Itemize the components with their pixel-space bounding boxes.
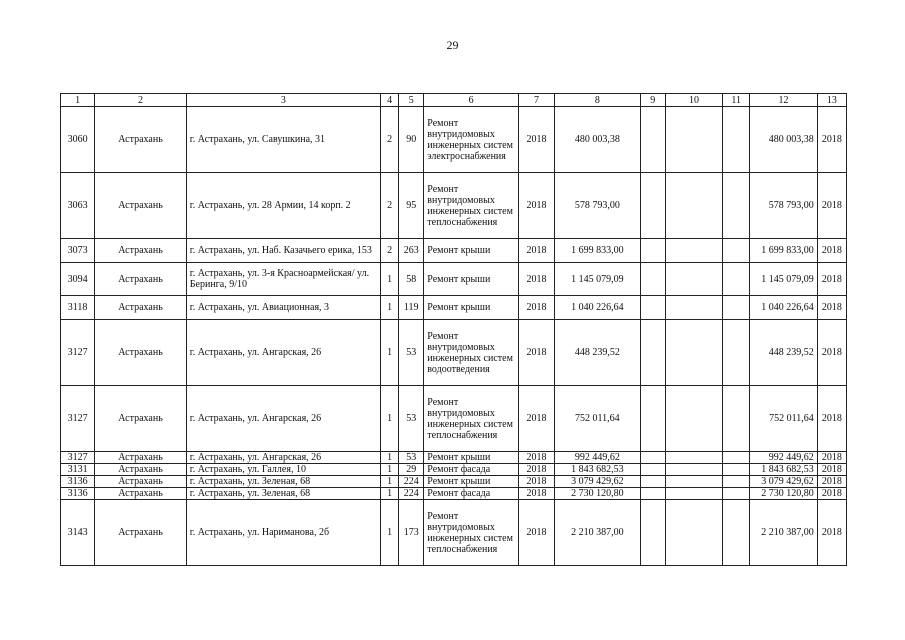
cost-cell: 1 040 226,64 [555,296,641,320]
column-9-cell [640,500,665,566]
total-cell: 752 011,64 [750,386,817,452]
column-11-cell [723,107,750,173]
year-cell: 2018 [518,488,554,500]
column-5-cell: 58 [399,263,424,296]
address-cell: г. Астрахань, ул. Ангарская, 26 [186,452,380,464]
record-id-cell: 3136 [61,488,95,500]
end-year-cell: 2018 [817,464,846,476]
city-cell: Астрахань [95,476,187,488]
address-cell: г. Астрахань, ул. 28 Армии, 14 корп. 2 [186,173,380,239]
work-type-cell: Ремонт внутридомовых инженерных систем теплоснабжения [424,386,519,452]
work-type-cell: Ремонт крыши [424,452,519,464]
cost-cell: 1 843 682,53 [555,464,641,476]
column-4-cell: 1 [381,320,399,386]
record-id-cell: 3127 [61,386,95,452]
address-cell: г. Астрахань, ул. Галлея, 10 [186,464,380,476]
column-5-cell: 29 [399,464,424,476]
address-cell: г. Астрахань, ул. Ангарская, 26 [186,386,380,452]
column-4-cell: 1 [381,464,399,476]
column-number-row [61,94,847,107]
work-type-cell: Ремонт крыши [424,296,519,320]
total-cell: 578 793,00 [750,173,817,239]
total-cell: 992 449,62 [750,452,817,464]
year-cell: 2018 [518,500,554,566]
column-10-cell [665,320,722,386]
column-10-cell [665,464,722,476]
work-type-cell: Ремонт крыши [424,263,519,296]
end-year-cell: 2018 [817,386,846,452]
year-cell: 2018 [518,296,554,320]
column-11-cell [723,500,750,566]
column-10-cell [665,296,722,320]
column-10-cell [665,173,722,239]
table-row [61,239,847,263]
city-cell: Астрахань [95,173,187,239]
address-cell: г. Астрахань, ул. Ангарская, 26 [186,320,380,386]
column-10-cell [665,263,722,296]
table-row [61,263,847,296]
end-year-cell: 2018 [817,173,846,239]
record-id-cell: 3073 [61,239,95,263]
total-cell: 448 239,52 [750,320,817,386]
work-type-cell: Ремонт внутридомовых инженерных систем теплоснабжения [424,173,519,239]
column-4-cell: 2 [381,107,399,173]
cost-cell: 3 079 429,62 [555,476,641,488]
column-11-cell [723,320,750,386]
column-10-cell [665,386,722,452]
table-row [61,173,847,239]
end-year-cell: 2018 [817,107,846,173]
column-9-cell [640,386,665,452]
column-11-cell [723,488,750,500]
column-9-cell [640,464,665,476]
cost-cell: 480 003,38 [555,107,641,173]
column-11-cell [723,476,750,488]
record-id-cell: 3060 [61,107,95,173]
column-11-cell [723,239,750,263]
record-id-cell: 3063 [61,173,95,239]
column-4-cell: 1 [381,500,399,566]
table-row [61,500,847,566]
column-number: 1 [61,94,95,107]
column-10-cell [665,452,722,464]
address-cell: г. Астрахань, ул. Зеленая, 68 [186,476,380,488]
column-10-cell [665,239,722,263]
total-cell: 1 843 682,53 [750,464,817,476]
column-11-cell [723,296,750,320]
work-type-cell: Ремонт внутридомовых инженерных систем водоотведения [424,320,519,386]
column-5-cell: 224 [399,476,424,488]
end-year-cell: 2018 [817,320,846,386]
column-4-cell: 1 [381,452,399,464]
column-number: 5 [399,94,424,107]
total-cell: 3 079 429,62 [750,476,817,488]
work-type-cell: Ремонт фасада [424,488,519,500]
column-5-cell: 53 [399,452,424,464]
table-row [61,488,847,500]
column-10-cell [665,500,722,566]
cost-cell: 578 793,00 [555,173,641,239]
city-cell: Астрахань [95,107,187,173]
end-year-cell: 2018 [817,476,846,488]
cost-cell: 752 011,64 [555,386,641,452]
end-year-cell: 2018 [817,500,846,566]
table-row [61,452,847,464]
city-cell: Астрахань [95,296,187,320]
column-number: 9 [640,94,665,107]
record-id-cell: 3136 [61,476,95,488]
column-number: 6 [424,94,519,107]
table-row [61,464,847,476]
column-4-cell: 1 [381,476,399,488]
column-4-cell: 1 [381,386,399,452]
column-9-cell [640,239,665,263]
year-cell: 2018 [518,173,554,239]
column-5-cell: 53 [399,320,424,386]
year-cell: 2018 [518,452,554,464]
column-9-cell [640,476,665,488]
total-cell: 1 040 226,64 [750,296,817,320]
column-4-cell: 1 [381,296,399,320]
address-cell: г. Астрахань, ул. Савушкина, 31 [186,107,380,173]
column-11-cell [723,386,750,452]
column-number: 7 [518,94,554,107]
record-id-cell: 3127 [61,452,95,464]
address-cell: г. Астрахань, ул. Наб. Казачьего ерика, 153 [186,239,380,263]
year-cell: 2018 [518,107,554,173]
repair-register-table [60,93,847,566]
table-row [61,386,847,452]
city-cell: Астрахань [95,386,187,452]
city-cell: Астрахань [95,488,187,500]
column-4-cell: 2 [381,173,399,239]
work-type-cell: Ремонт внутридомовых инженерных систем теплоснабжения [424,500,519,566]
city-cell: Астрахань [95,464,187,476]
work-type-cell: Ремонт крыши [424,239,519,263]
total-cell: 2 210 387,00 [750,500,817,566]
city-cell: Астрахань [95,263,187,296]
year-cell: 2018 [518,320,554,386]
year-cell: 2018 [518,476,554,488]
column-5-cell: 90 [399,107,424,173]
work-type-cell: Ремонт крыши [424,476,519,488]
cost-cell: 2 730 120,80 [555,488,641,500]
total-cell: 2 730 120,80 [750,488,817,500]
column-number: 10 [665,94,722,107]
column-4-cell: 2 [381,239,399,263]
record-id-cell: 3094 [61,263,95,296]
column-11-cell [723,173,750,239]
cost-cell: 448 239,52 [555,320,641,386]
record-id-cell: 3118 [61,296,95,320]
column-5-cell: 224 [399,488,424,500]
address-cell: г. Астрахань, ул. 3-я Красноармейская/ ул. Беринга, 9/10 [186,263,380,296]
column-5-cell: 119 [399,296,424,320]
column-5-cell: 53 [399,386,424,452]
cost-cell: 992 449,62 [555,452,641,464]
column-9-cell [640,296,665,320]
record-id-cell: 3143 [61,500,95,566]
table-row [61,320,847,386]
column-number: 2 [95,94,187,107]
column-5-cell: 173 [399,500,424,566]
table-row [61,476,847,488]
year-cell: 2018 [518,263,554,296]
city-cell: Астрахань [95,500,187,566]
page-number: 29 [446,38,459,52]
cost-cell: 2 210 387,00 [555,500,641,566]
year-cell: 2018 [518,386,554,452]
column-11-cell [723,464,750,476]
column-9-cell [640,107,665,173]
table-row [61,296,847,320]
city-cell: Астрахань [95,239,187,263]
address-cell: г. Астрахань, ул. Нариманова, 2б [186,500,380,566]
column-9-cell [640,488,665,500]
table-body [61,94,847,566]
table-row [61,107,847,173]
column-9-cell [640,452,665,464]
column-9-cell [640,263,665,296]
column-5-cell: 263 [399,239,424,263]
column-4-cell: 1 [381,263,399,296]
column-10-cell [665,488,722,500]
column-10-cell [665,107,722,173]
column-number: 12 [750,94,817,107]
total-cell: 1 145 079,09 [750,263,817,296]
end-year-cell: 2018 [817,452,846,464]
work-type-cell: Ремонт внутридомовых инженерных систем электроснабжения [424,107,519,173]
city-cell: Астрахань [95,452,187,464]
record-id-cell: 3131 [61,464,95,476]
column-5-cell: 95 [399,173,424,239]
year-cell: 2018 [518,464,554,476]
end-year-cell: 2018 [817,296,846,320]
city-cell: Астрахань [95,320,187,386]
work-type-cell: Ремонт фасада [424,464,519,476]
column-number: 11 [723,94,750,107]
column-number: 8 [555,94,641,107]
column-number: 3 [186,94,380,107]
end-year-cell: 2018 [817,488,846,500]
cost-cell: 1 699 833,00 [555,239,641,263]
column-9-cell [640,320,665,386]
address-cell: г. Астрахань, ул. Зеленая, 68 [186,488,380,500]
total-cell: 1 699 833,00 [750,239,817,263]
cost-cell: 1 145 079,09 [555,263,641,296]
end-year-cell: 2018 [817,239,846,263]
total-cell: 480 003,38 [750,107,817,173]
column-number: 13 [817,94,846,107]
column-number: 4 [381,94,399,107]
year-cell: 2018 [518,239,554,263]
column-10-cell [665,476,722,488]
column-11-cell [723,452,750,464]
column-9-cell [640,173,665,239]
address-cell: г. Астрахань, ул. Авиационная, 3 [186,296,380,320]
end-year-cell: 2018 [817,263,846,296]
column-4-cell: 1 [381,488,399,500]
record-id-cell: 3127 [61,320,95,386]
column-11-cell [723,263,750,296]
